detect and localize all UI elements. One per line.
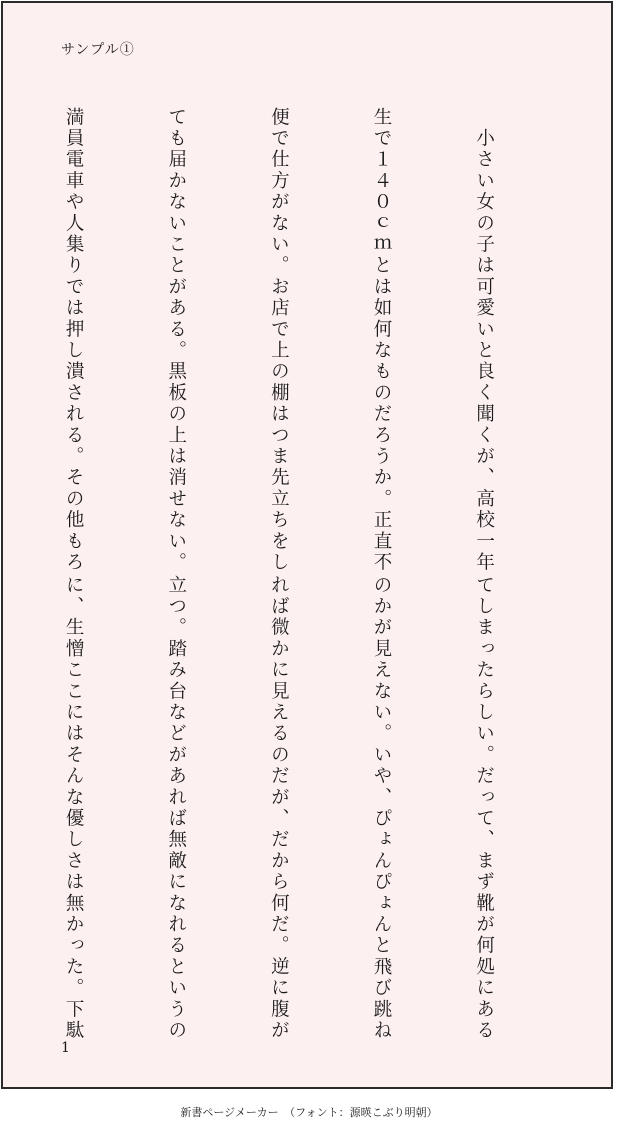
text-line: に、生憎ここにはそんな優しさは無かった。下駄 <box>63 575 85 1042</box>
page-header-title: サンプル① <box>61 42 135 58</box>
text-line: 小さい女の子は可愛いと良く聞くが、高校一年 <box>473 107 495 574</box>
text-line: てしまったらしい。だって、まず靴が何処にある <box>473 575 495 1042</box>
text-line: ても届かないことがある。黒板の上は消せない。 <box>165 107 187 574</box>
page-number: 1 <box>61 1040 70 1056</box>
footer-credit: 新書ページメーカー （フォント：源暎こぶり明朝） <box>180 1106 438 1119</box>
text-line: 生で１４０ｃｍとは如何なものだろうか。正直不 <box>370 107 392 574</box>
text-line: 立つ。踏み台などがあれば無敵になれるというの <box>165 575 187 1042</box>
text-line: れば微かに見えるのだが、だから何だ。逆に腹が <box>268 575 290 1042</box>
text-line: 便で仕方がない。お店で上の棚はつま先立ちをし <box>268 107 290 574</box>
text-block-bottom <box>0 575 569 1042</box>
text-line: 満員電車や人集りでは押し潰される。その他もろ <box>63 107 85 574</box>
book-page <box>1 1 613 1089</box>
text-block-top <box>0 107 569 574</box>
text-line: のかが見えない。いや、ぴょんぴょんと飛び跳ね <box>370 575 392 1042</box>
